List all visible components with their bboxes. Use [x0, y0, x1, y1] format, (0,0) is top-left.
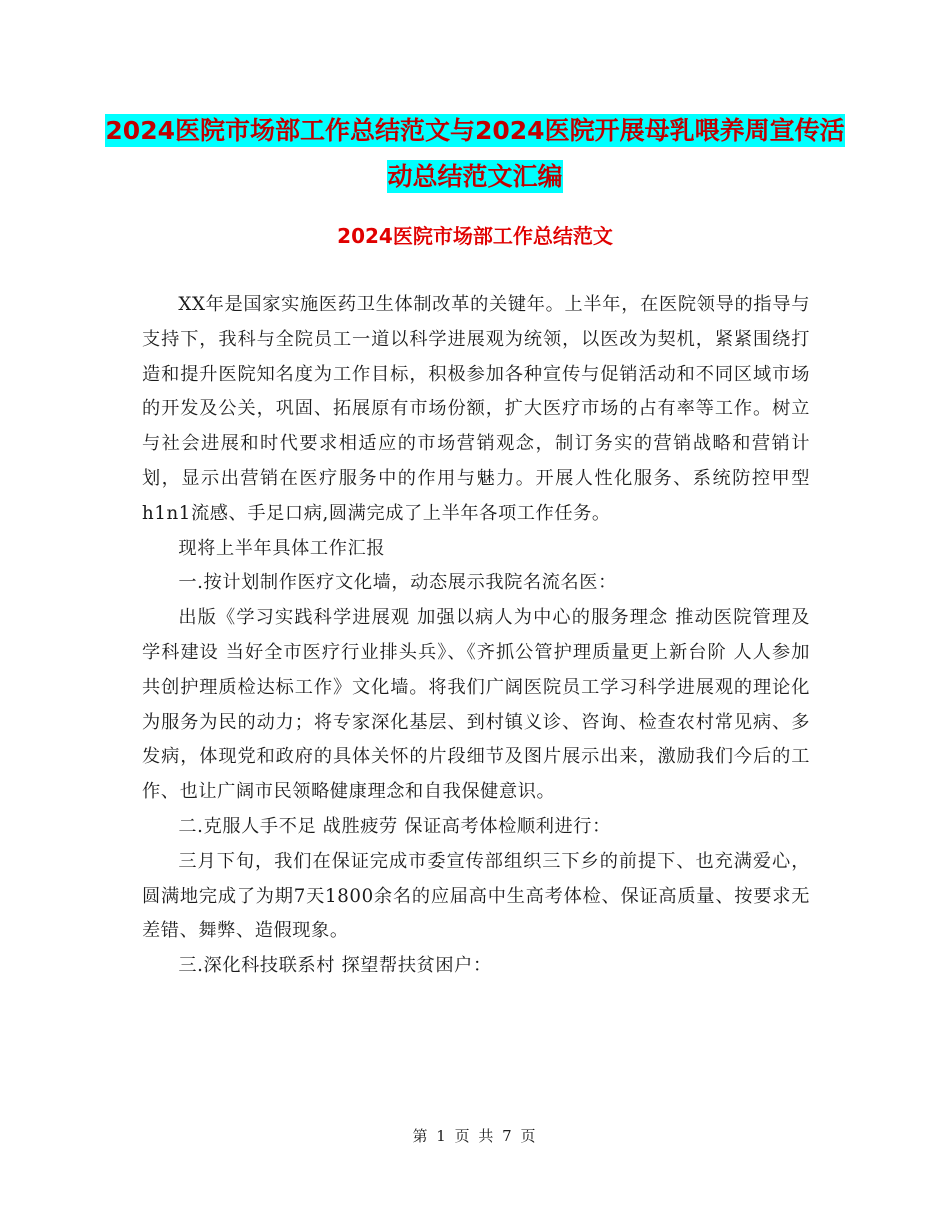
page-footer: 第 1 页 共 7 页 [412, 1127, 538, 1145]
paragraph: 三.深化科技联系村 探望帮扶贫困户： [178, 955, 492, 977]
section-heading: 2024医院市场部工作总结范文 [337, 224, 613, 248]
title-highlight: 2024医院市场部工作总结范文与2024医院开展母乳喂养周宣传活动总结范文汇编 [105, 116, 845, 191]
document-title [100, 108, 850, 200]
paragraph: 一.按计划制作医疗文化墙，动态展示我院名流名医： [178, 572, 617, 594]
paragraph: 三月下旬，我们在保证完成市委宣传部组织三下乡的前提下、也充满爱心，圆满地完成了为期7天1800余名的应届高中生高考体检、保证高质量、按要求无差错、舞弊、造假现象。 [142, 850, 810, 942]
paragraph: 二.克服人手不足 战胜疲劳 保证高考体检顺利进行： [178, 815, 611, 837]
paragraph: XX年是国家实施医药卫生体制改革的关键年。上半年，在医院领导的指导与支持下，我科与全院员工一道以科学进展观为统领，以医改为契机，紧紧围绕打造和提升医院知名度为工作目标，积极参加各种宣传与促销活动和不同区域市场的开发及公关，巩固、拓展原有市场份额，扩大医疗市场的占有率等工作。树立与社会进展和时代要求相适应的市场营销观念，制订务实的营销战略和营销计划，显示出营销在医疗服务中的作用与魅力。开展人性化服务、系统防控甲型h1n1流感、手足口病,圆满完成了上半年各项工作任务。 [142, 294, 810, 524]
paragraph: 现将上半年具体工作汇报 [178, 537, 386, 559]
paragraph: 出版《学习实践科学进展观 加强以病人为中心的服务理念 推动医院管理及学科建设 当好全市医疗行业排头兵》、《齐抓公管护理质量更上新台阶 人人参加共创护理质检达标工作》文化墙。将我们广阔医院员工学习科学进展观的理论化为服务为民的动力；将专家深化基层、到村镇义诊、咨询、检查农村常见病、多发病，体现党和政府的具体关怀的片段细节及图片展示出来，激励我们今后的工作、也让广阔市民领略健康理念和自我保健意识。 [142, 607, 810, 803]
document-body [142, 288, 810, 984]
